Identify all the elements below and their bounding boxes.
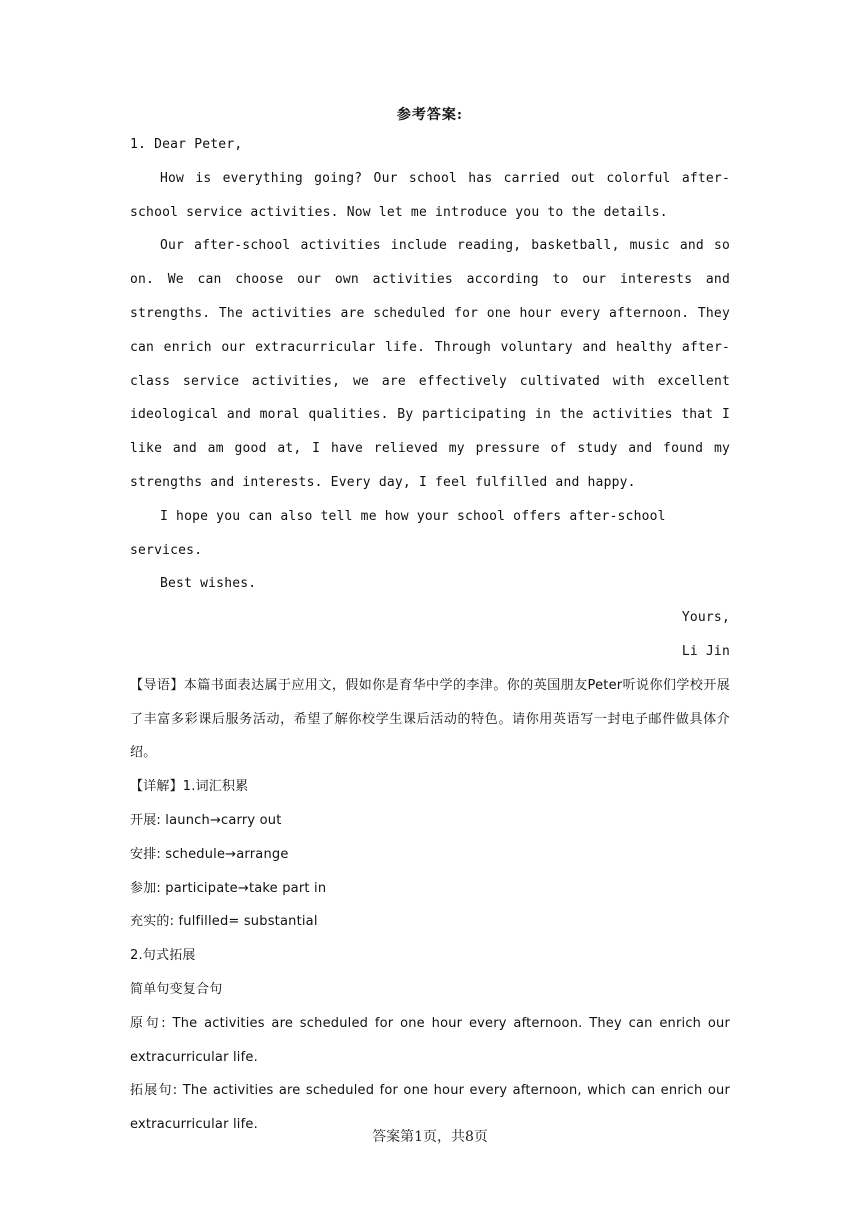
letter-paragraph-1: How is everything going? Our school has carried out colorful after-school service activities. Now let me introduce you to the details. (130, 170, 730, 220)
page-footer: 答案第1页，共8页 (372, 1129, 488, 1145)
letter-paragraph-2: Our after-school activities include reading, basketball, music and so on. We can choose our own activities according to our interests and strengths. The activities are scheduled for one hour every afternoon. They can enrich our extracurricular life. Through voluntary and healthy after-class service activities, we are effectively cultivated with excellent ideological and moral qualities. By participating in the activities that I like and am good at, I have relieved my pressure of study and found my strengths and interests. Every day, I feel fulfilled and happy. (130, 238, 730, 490)
vocab-item-2: 安排: schedule→arrange (130, 846, 289, 862)
vocab-item-1: 开展: launch→carry out (130, 812, 282, 828)
page-title: 参考答案: (396, 107, 464, 123)
letter-closing: Best wishes. (160, 576, 257, 592)
answer-content (130, 128, 730, 1142)
detail-heading: 【详解】1.词汇积累 (130, 779, 249, 795)
expanded-sentence: 拓展句: The activities are scheduled for one hour every afternoon, which can enrich our extracurricular life. (130, 1083, 730, 1133)
vocab-item-3: 参加: participate→take part in (130, 880, 327, 896)
section2-subheading: 简单句变复合句 (130, 981, 223, 997)
guide-text: 【导语】本篇书面表达属于应用文，假如你是育华中学的李津。你的英国朋友Peter听说你们学校开展了丰富多彩课后服务活动，希望了解你校学生课后活动的特色。请你用英语写一封电子邮件做具体介绍。 (130, 677, 730, 761)
section2-heading: 2.句式拓展 (130, 948, 196, 964)
letter-greeting: 1. Dear Peter, (130, 137, 243, 152)
original-sentence: 原句: The activities are scheduled for one hour every afternoon. They can enrich our extracurricular life. (130, 1015, 730, 1065)
letter-signature: Li Jin (681, 643, 730, 659)
letter-signoff: Yours, (681, 610, 730, 626)
vocab-item-4: 充实的: fulfilled= substantial (130, 914, 318, 930)
letter-paragraph-3: I hope you can also tell me how your school offers after-school services. (130, 508, 666, 558)
